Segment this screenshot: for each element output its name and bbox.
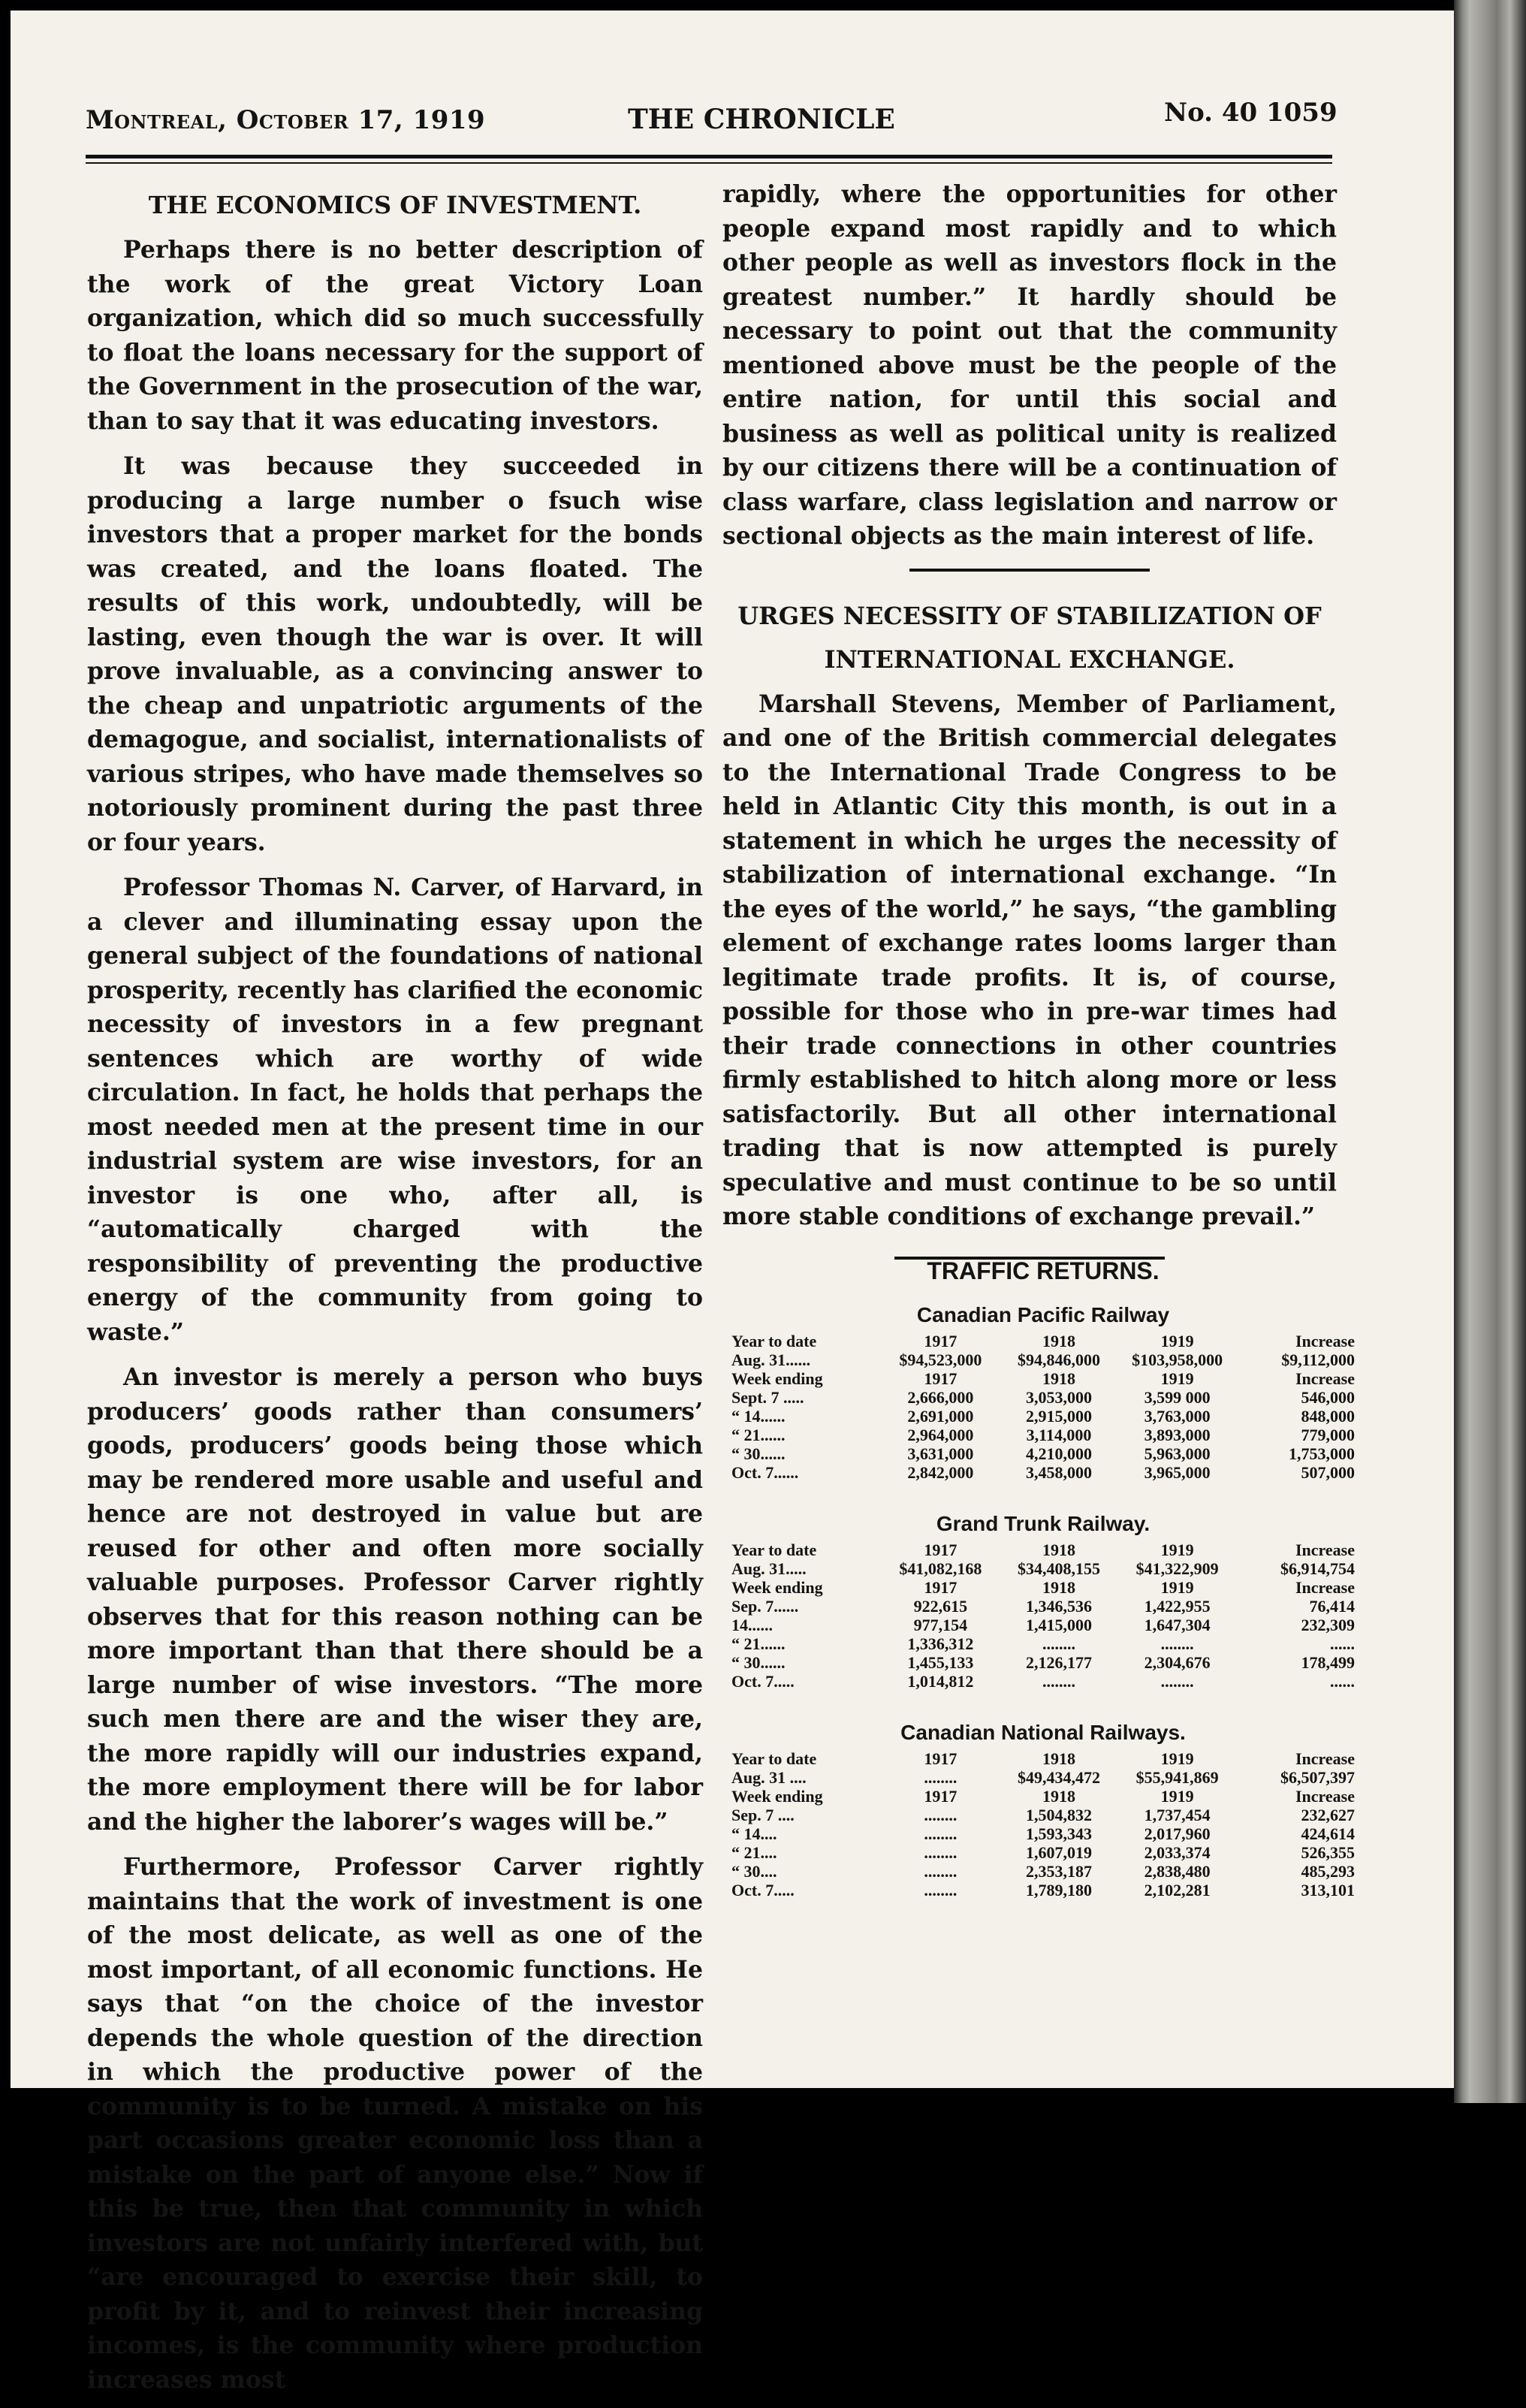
table-row — [731, 1616, 1355, 1634]
table-cell: $34,408,155 — [1018, 1559, 1100, 1578]
table-cell: 3,053,000 — [1026, 1388, 1092, 1407]
table-row — [731, 1426, 1355, 1444]
table-cell: ........ — [924, 1862, 958, 1881]
right-column — [722, 177, 1337, 1260]
paragraph-continuation: rapidly, where the opportunities for other people expand most rapidly and to which other people as well as investors flock in the greatest number.” It hardly should be necessary to point out that the community mentioned above must be the people of the entire nation, for until this social and business as well as political unity is realized by our citizens there will be a continuation of class warfare, class legislation and narrow or sectional objects as the main interest of life. — [722, 180, 1337, 550]
table-cell: $55,941,869 — [1135, 1768, 1219, 1787]
table-row — [731, 1559, 1355, 1578]
table-cell: $6,507,397 — [1280, 1768, 1355, 1787]
table-cell: 546,000 — [1301, 1388, 1355, 1407]
table-cell: $94,846,000 — [1018, 1350, 1100, 1369]
table-cell: ........ — [924, 1881, 958, 1900]
table-cell: 1,504,832 — [1026, 1806, 1092, 1824]
header-rule — [86, 155, 1332, 158]
masthead-dateline: Montreal, October 17, 1919 — [86, 105, 486, 135]
table-row — [731, 1350, 1355, 1369]
table-cell: Oct. 7...... — [731, 1463, 799, 1482]
traffic-returns — [731, 1257, 1355, 1930]
table-cell: 977,154 — [913, 1616, 968, 1634]
table-row — [731, 1653, 1355, 1672]
table-cell: “ 30...... — [731, 1653, 786, 1672]
table-cell: 1919 — [1160, 1749, 1194, 1768]
table-cell: ........ — [1042, 1634, 1075, 1653]
table-cell: ...... — [1330, 1634, 1355, 1653]
table-row — [731, 1749, 1355, 1768]
table-cell: 14...... — [731, 1616, 773, 1634]
table-cell: 2,353,187 — [1026, 1862, 1092, 1881]
table-cell: 5,963,000 — [1144, 1444, 1211, 1463]
page — [11, 11, 1454, 2394]
table-cell: Increase — [1295, 1787, 1355, 1806]
table-cell: 2,102,281 — [1144, 1881, 1211, 1900]
table-cell: 485,293 — [1301, 1862, 1355, 1881]
table-cell: “ 14.... — [731, 1824, 777, 1843]
table-cell: 3,599 000 — [1144, 1388, 1211, 1407]
gtr-table-title: Grand Trunk Railway. — [936, 1512, 1151, 1535]
cnr-table-title: Canadian National Railways. — [900, 1721, 1186, 1744]
table-cell: 1,455,133 — [907, 1653, 974, 1672]
table-cell: “ 30...... — [731, 1444, 786, 1463]
article-title-line-2: INTERNATIONAL EXCHANGE. — [824, 644, 1235, 674]
table-cell: Increase — [1295, 1749, 1355, 1768]
table-row — [731, 1388, 1355, 1407]
table-cell: Aug. 31 .... — [731, 1768, 807, 1787]
table-row — [731, 1597, 1355, 1616]
table-cell: 1,789,180 — [1026, 1881, 1092, 1900]
table-cell: ........ — [924, 1843, 958, 1862]
table-row — [731, 1768, 1355, 1787]
table-row — [731, 1806, 1355, 1824]
table-cell: Increase — [1295, 1578, 1355, 1597]
table-row — [731, 1634, 1355, 1653]
table-row — [731, 1787, 1355, 1806]
table-cell: Increase — [1295, 1540, 1355, 1559]
table-cell: “ 30.... — [731, 1862, 777, 1881]
article-title-economics: THE ECONOMICS OF INVESTMENT. — [148, 191, 642, 219]
table-cell: 1917 — [924, 1332, 958, 1350]
article-title-exchange — [722, 594, 1337, 681]
cpr-table-title: Canadian Pacific Railway — [916, 1303, 1170, 1326]
table-cell: 2,033,374 — [1144, 1843, 1211, 1862]
header-rule-thin — [86, 162, 1332, 164]
table-cell: 2,126,177 — [1026, 1653, 1092, 1672]
table-cell: 1918 — [1042, 1749, 1075, 1768]
table-cell: ........ — [1042, 1672, 1075, 1691]
table-cell: 232,309 — [1301, 1616, 1355, 1634]
table-cell: 1918 — [1042, 1540, 1075, 1559]
table-cell: “ 21.... — [731, 1843, 777, 1862]
table-cell: Sep. 7 .... — [731, 1806, 795, 1824]
table-cell: ........ — [1160, 1634, 1194, 1653]
table-row — [731, 1881, 1355, 1900]
table-cell: 1,753,000 — [1289, 1444, 1355, 1463]
article-title-line-1: URGES NECESSITY OF STABILIZATION OF — [737, 601, 1322, 630]
table-cell: 3,965,000 — [1144, 1463, 1211, 1482]
table-cell: ........ — [1160, 1672, 1194, 1691]
table-cell: 1,737,454 — [1144, 1806, 1211, 1824]
table-cell: 3,763,000 — [1144, 1407, 1211, 1426]
table-cell: 2,842,000 — [907, 1463, 974, 1482]
table-cell: 507,000 — [1301, 1463, 1355, 1482]
table-cell: 178,499 — [1301, 1653, 1355, 1672]
table-cell: 1918 — [1042, 1787, 1075, 1806]
table-row — [731, 1407, 1355, 1426]
book-binding-edge — [1454, 0, 1526, 2103]
table-cell: Year to date — [731, 1332, 817, 1350]
table-cell: “ 21...... — [731, 1634, 786, 1653]
table-cell: “ 14...... — [731, 1407, 786, 1426]
table-cell: Year to date — [731, 1540, 817, 1559]
table-cell: Aug. 31...... — [731, 1350, 811, 1369]
table-cell: Year to date — [731, 1749, 817, 1768]
table-cell: 1,336,312 — [907, 1634, 974, 1653]
table-cell: 1,014,812 — [907, 1672, 974, 1691]
table-cell: 2,666,000 — [907, 1388, 974, 1407]
table-cell: $9,112,000 — [1281, 1350, 1355, 1369]
gtr-table — [731, 1540, 1355, 1691]
table-cell: Aug. 31..... — [731, 1559, 807, 1578]
paragraph: Perhaps there is no better description of the work of the great Victory Loan organization, which did so much successfully to float the loans necessary for the support of the Government in the prosecution of the war, than to say that it was educating investors. — [87, 236, 703, 435]
traffic-returns-title: TRAFFIC RETURNS. — [927, 1257, 1160, 1284]
table-row — [731, 1862, 1355, 1881]
table-cell: 922,615 — [913, 1597, 968, 1616]
table-cell: Week ending — [731, 1787, 823, 1806]
table-cell: 1919 — [1160, 1578, 1194, 1597]
table-row — [731, 1824, 1355, 1843]
table-cell: Sep. 7...... — [731, 1597, 799, 1616]
table-cell: ...... — [1330, 1672, 1355, 1691]
paragraph: Professor Thomas N. Carver, of Harvard, in a clever and illuminating essay upon the general subject of the foundations of national prosperity, recently has clarified the economic necessity of investors in a few pregnant sentences which are worthy of wide circulation. In fact, he holds that perhaps the most needed men at the present time in our industrial system are wise investors, for an investor is one who, after all, is “automatically charged with the responsibility of preventing the productive energy of the community from going to waste.” — [87, 874, 703, 1346]
table-cell: Week ending — [731, 1578, 823, 1597]
table-cell: 848,000 — [1301, 1407, 1355, 1426]
table-cell: 1917 — [924, 1578, 958, 1597]
table-cell: 1919 — [1160, 1540, 1194, 1559]
table-cell: $41,322,909 — [1135, 1559, 1219, 1578]
paragraph: It was because they succeeded in producing a large number o fsuch wise investors that a proper market for the bonds was created, and the loans floated. The results of this work, undoubtedly, will be lasting, even though the war is over. It will prove invaluable, as a convincing answer to the cheap and unpatriotic arguments of the demagogue, and socialist, internationalists of various stripes, who have made themselves so notoriously prominent during the past three or four years. — [87, 452, 703, 856]
table-cell: 1918 — [1042, 1578, 1075, 1597]
table-cell: 2,915,000 — [1026, 1407, 1092, 1426]
paragraph: Furthermore, Professor Carver rightly maintains that the work of investment is one of the most delicate, as well as one of the most important, of all economic functions. He says that “on the choice of the investor depends the whole question of the direction in which the productive power of the community is to be turned. A mistake on his part occasions greater economic loss than a mistake on the part of anyone else.” Now if this be true, then that community in which investors are not unfairly interfered with, but “are encouraged to exercise their skill, to profit by it, and to reinvest their increasing incomes, is the community where production increases most — [87, 1853, 703, 2394]
table-cell: $49,434,472 — [1018, 1768, 1100, 1787]
table-cell: 2,017,960 — [1144, 1824, 1211, 1843]
table-cell: $103,958,000 — [1132, 1350, 1223, 1369]
table-cell: 424,614 — [1301, 1824, 1355, 1843]
table-row — [731, 1672, 1355, 1691]
table-cell: 2,964,000 — [907, 1426, 974, 1444]
table-cell: ........ — [924, 1806, 958, 1824]
table-cell: Week ending — [731, 1369, 823, 1388]
table-cell: ........ — [924, 1768, 958, 1787]
table-cell: 1917 — [924, 1787, 958, 1806]
cpr-table — [731, 1332, 1355, 1482]
table-cell: 2,304,676 — [1144, 1653, 1211, 1672]
masthead-title: THE CHRONICLE — [628, 104, 895, 135]
table-row — [731, 1369, 1355, 1388]
table-cell: Sept. 7 ..... — [731, 1388, 804, 1407]
table-cell: Increase — [1295, 1332, 1355, 1350]
table-cell: 1,607,019 — [1026, 1843, 1092, 1862]
table-cell: 1918 — [1042, 1369, 1075, 1388]
table-cell: ........ — [924, 1824, 958, 1843]
table-cell: 1,346,536 — [1026, 1597, 1092, 1616]
table-cell: Oct. 7..... — [731, 1672, 795, 1691]
table-cell: 526,355 — [1301, 1843, 1355, 1862]
table-row — [731, 1843, 1355, 1862]
table-cell: 1,415,000 — [1026, 1616, 1092, 1634]
table-cell: 3,114,000 — [1026, 1426, 1092, 1444]
paragraph: An investor is merely a person who buys producers’ goods rather than consumers’ goods, producers’ goods being those which may be rendered more usable and useful and hence are not destroyed in value but are reused for other and often more socially valuable purposes. Professor Carver rightly observes that for this reason nothing can be more important than that there should be a large number of wise investors. “The more such men there are and the wiser they are, the more rapidly will our industries expand, the more employment there will be for labor and the higher the laborer’s wages will be.” — [87, 1363, 703, 1836]
cnr-table — [731, 1749, 1355, 1900]
table-cell: 3,893,000 — [1144, 1426, 1211, 1444]
table-row — [731, 1332, 1355, 1350]
table-cell: 1919 — [1160, 1332, 1194, 1350]
paragraph: Marshall Stevens, Member of Parliament, and one of the British commercial delegates to the International Trade Congress to be held in Atlantic City this month, is out in a statement in which he urges the necessity of stabilization of international exchange. “In the eyes of the world,” he says, “the gambling element of exchange rates looms larger than legitimate trade profits. It is, of course, possible for those who in pre-war times had their trade connections in other countries firmly established to hitch along more or less satisfactorily. But all other international trading that is now attempted is purely speculative and must continue to be so until more stable conditions of exchange prevail.” — [722, 690, 1337, 1230]
table-cell: 779,000 — [1301, 1426, 1355, 1444]
table-row — [731, 1463, 1355, 1482]
table-cell: 1,647,304 — [1144, 1616, 1211, 1634]
table-cell: 76,414 — [1309, 1597, 1355, 1616]
table-cell: 4,210,000 — [1026, 1444, 1092, 1463]
table-cell: 3,631,000 — [907, 1444, 974, 1463]
table-cell: 1,422,955 — [1144, 1597, 1211, 1616]
table-cell: 2,691,000 — [907, 1407, 974, 1426]
table-row — [731, 1540, 1355, 1559]
table-cell: $41,082,168 — [899, 1559, 982, 1578]
table-cell: Increase — [1295, 1369, 1355, 1388]
table-cell: $6,914,754 — [1280, 1559, 1355, 1578]
table-cell: 1917 — [924, 1540, 958, 1559]
table-cell: 313,101 — [1301, 1881, 1355, 1900]
table-cell: 2,838,480 — [1144, 1862, 1211, 1881]
left-column — [87, 188, 703, 2408]
masthead-issue-number: No. 40 1059 — [1164, 98, 1338, 128]
section-divider — [909, 569, 1150, 572]
table-cell: 1919 — [1160, 1787, 1194, 1806]
table-row — [731, 1578, 1355, 1597]
table-cell: 232,627 — [1301, 1806, 1355, 1824]
table-cell: 1917 — [924, 1749, 958, 1768]
table-row — [731, 1444, 1355, 1463]
table-cell: 1919 — [1160, 1369, 1194, 1388]
table-cell: 1918 — [1042, 1332, 1075, 1350]
table-cell: “ 21...... — [731, 1426, 786, 1444]
table-cell: 1,593,343 — [1026, 1824, 1092, 1843]
table-cell: 3,458,000 — [1026, 1463, 1092, 1482]
table-cell: $94,523,000 — [899, 1350, 982, 1369]
table-cell: Oct. 7..... — [731, 1881, 795, 1900]
table-cell: 1917 — [924, 1369, 958, 1388]
